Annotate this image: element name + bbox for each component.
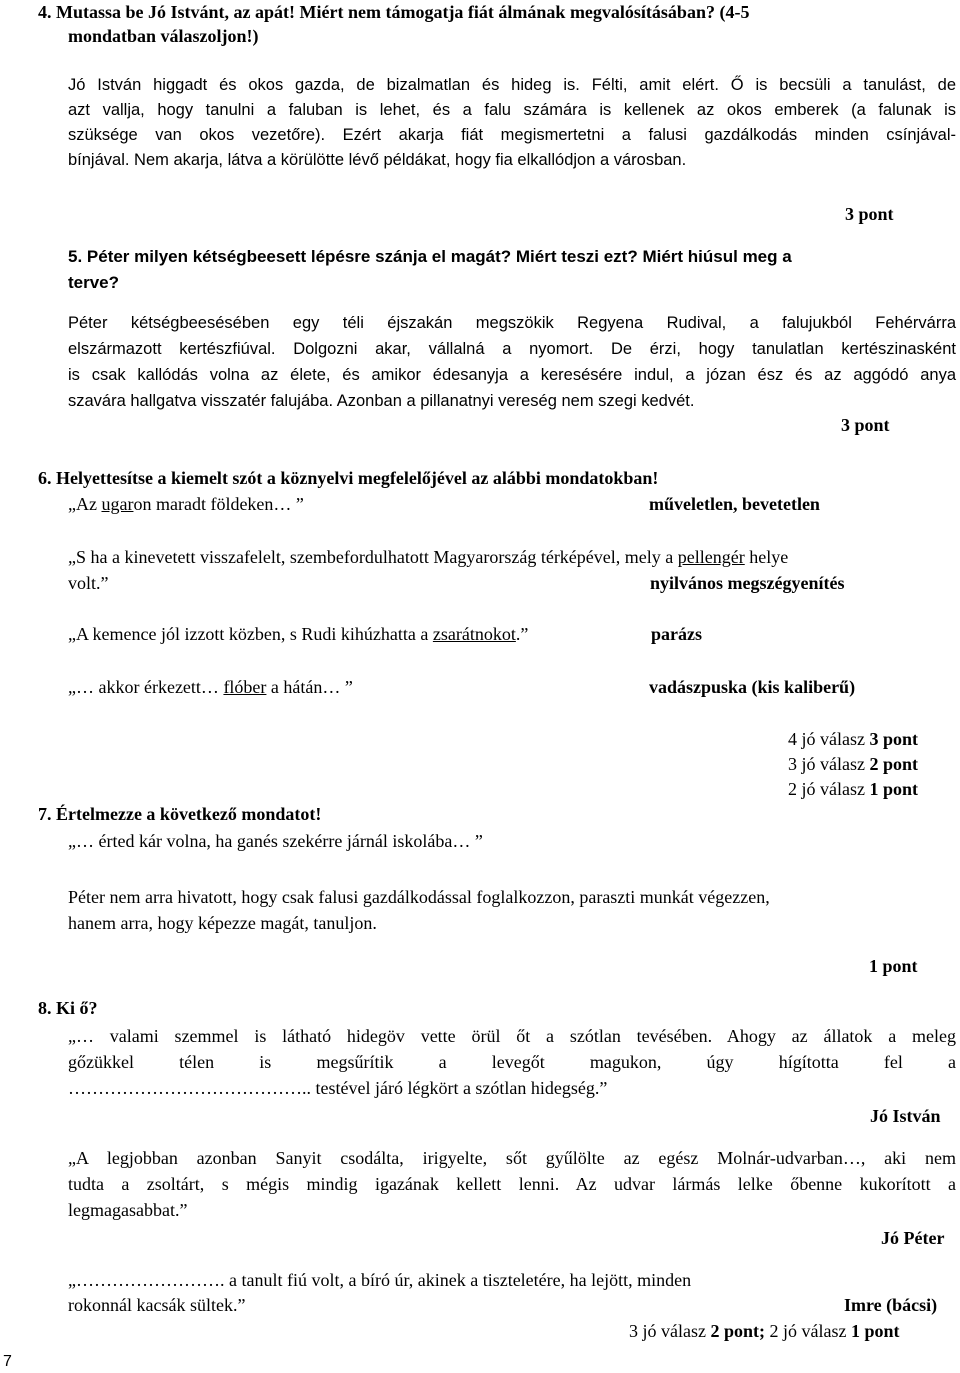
q8-quote3-line2: rokonnál kacsák sültek.” xyxy=(68,1295,246,1315)
q5-answer-line1: Péter kétségbeesésében egy téli éjszakán megszökik Regyena Rudival, a falujukból Fehérvárra xyxy=(68,314,956,332)
q6-score-line1: 4 jó válasz 3 pont xyxy=(788,729,918,749)
q8-quote1-line1: „… valami szemmel is látható hidegöv vette örül őt a szótlan tevésében. Ahogy az állatok a meleg xyxy=(68,1026,956,1046)
q6-item4-answer: vadászpuska (kis kaliberű) xyxy=(649,677,856,697)
q5-question-line2: terve? xyxy=(68,273,120,292)
q4-points: 3 pont xyxy=(845,204,894,224)
q5-question-line1: 5. Péter milyen kétségbeesett lépésre szánja el magát? Miért teszi ezt? Miért hiúsul meg a xyxy=(68,247,792,266)
q4-question-line1: 4. Mutassa be Jó Istvánt, az apát! Miért nem támogatja fiát álmának megvalósításában? (4-5 xyxy=(38,2,750,22)
q7-points: 1 pont xyxy=(869,956,918,976)
q7-question: 7. Értelmezze a következő mondatot! xyxy=(38,804,322,824)
q6-item4: „… akkor érkezett… flóber a hátán… ” xyxy=(68,677,353,697)
q6-score-line3: 2 jó válasz 1 pont xyxy=(788,779,918,799)
q8-quote1 xyxy=(68,1023,956,1101)
q4-answer xyxy=(68,73,956,173)
q6-item1-answer: műveletlen, bevetetlen xyxy=(649,494,820,514)
q6-item3-answer: parázs xyxy=(651,624,702,644)
q8-quote1-line2: gőzükkel télen is megsűrítik a levegőt magukon, úgy hígította fel a xyxy=(68,1052,956,1072)
q8-quote1-line3: ………………………………….. testével járó légkört a szótlan hidegség.” xyxy=(68,1078,608,1098)
q6-score-line2: 3 jó válasz 2 pont xyxy=(788,754,918,774)
q6-item2: „S ha a kinevetett visszafelelt, szembefordulhatott Magyarország térképével, mely a pellengér helye xyxy=(68,547,789,567)
q6-item1: „Az ugaron maradt földeken… ” xyxy=(68,494,304,514)
q6-question: 6. Helyettesítse a kiemelt szót a köznyelvi megfelelőjével az alábbi mondatokban! xyxy=(38,468,659,488)
q7-answer-line2: hanem arra, hogy képezze magát, tanuljon. xyxy=(68,913,377,933)
q5-answer-line2: elszármazott kertészfiúval. Dolgozni akar, vállalná a nyomort. De érzi, hogy tanulatlan kertészinasként xyxy=(68,340,956,358)
q8-quote2-line2: tudta a zsoltárt, s mégis mindig igazának kellett lenni. Az udvar lármás lelke őbenne kukorított a xyxy=(68,1174,956,1194)
q5-answer-line3: is csak kallódás volna az élete, és amikor édesanyja a keresésére indul, a józan ész és az aggódó anya xyxy=(68,366,956,384)
q8-answer2: Jó Péter xyxy=(881,1228,945,1248)
q4-question-line2: mondatban válaszoljon!) xyxy=(68,26,259,46)
q8-quote2-line1: „A legjobban azonban Sanyit csodálta, irigyelte, sőt gyűlölte az egész Molnár-udvarban…, aki nem xyxy=(68,1148,956,1168)
q6-item3-highlighted-word: zsarátnokot xyxy=(432,624,516,644)
q7-quote: „… érted kár volna, ha ganés szekérre járnál iskolába… ” xyxy=(68,831,483,851)
q5-answer-line4: szavára hallgatva visszatér falujába. Azonban a pillanatnyi vereség nem szegi kedvét. xyxy=(68,392,695,410)
q8-score: 3 jó válasz 2 pont; 2 jó válasz 1 pont xyxy=(629,1321,900,1341)
q6-item2-answer: nyilvános megszégyenítés xyxy=(650,573,845,593)
q6-item2-continuation: volt.” xyxy=(68,573,109,593)
q6-item3: „A kemence jól izzott közben, s Rudi kihúzhatta a zsarátnokot.” xyxy=(68,624,529,644)
q6-item4-highlighted-word: flóber xyxy=(223,677,267,697)
q4-answer-line2: azt vallja, hogy tanulni a faluban is lehet, és a falu számára is kellenek az okos emberek (a falunak is xyxy=(68,101,956,119)
q8-quote2 xyxy=(68,1145,956,1223)
q4-answer-line1: Jó István higgadt és okos gazda, de bizalmatlan és hideg is. Félti, amit elért. Ő is becsüli a tanulást, de xyxy=(68,76,956,94)
q7-answer-line1: Péter nem arra hivatott, hogy csak falusi gazdálkodással foglalkozzon, paraszti munkát végezzen, xyxy=(68,887,770,907)
q6-item2-highlighted-word: pellengér xyxy=(677,547,745,567)
q4-answer-line4: bínjával. Nem akarja, látva a körülötte lévő példákat, hogy fia elkallódjon a városban. xyxy=(68,151,687,169)
q8-quote3-line1: „……………………. a tanult fiú volt, a bíró úr, akinek a tiszteletére, ha lejött, minden xyxy=(68,1270,692,1290)
q4-answer-line3: szüksége van okos vezetőre). Ezért akarja fiát megismertetni a falusi gazdálkodás minden csínjával- xyxy=(68,126,956,144)
q8-answer1: Jó István xyxy=(870,1106,941,1126)
page-number: 7 xyxy=(3,1353,12,1370)
q8-quote2-line3: legmagasabbat.” xyxy=(68,1200,188,1220)
q5-points: 3 pont xyxy=(841,415,890,435)
q5-answer xyxy=(68,310,956,414)
q8-question: 8. Ki ő? xyxy=(38,998,98,1018)
q8-answer3: Imre (bácsi) xyxy=(844,1295,938,1315)
q6-item1-highlighted-word: ugar xyxy=(101,494,134,514)
